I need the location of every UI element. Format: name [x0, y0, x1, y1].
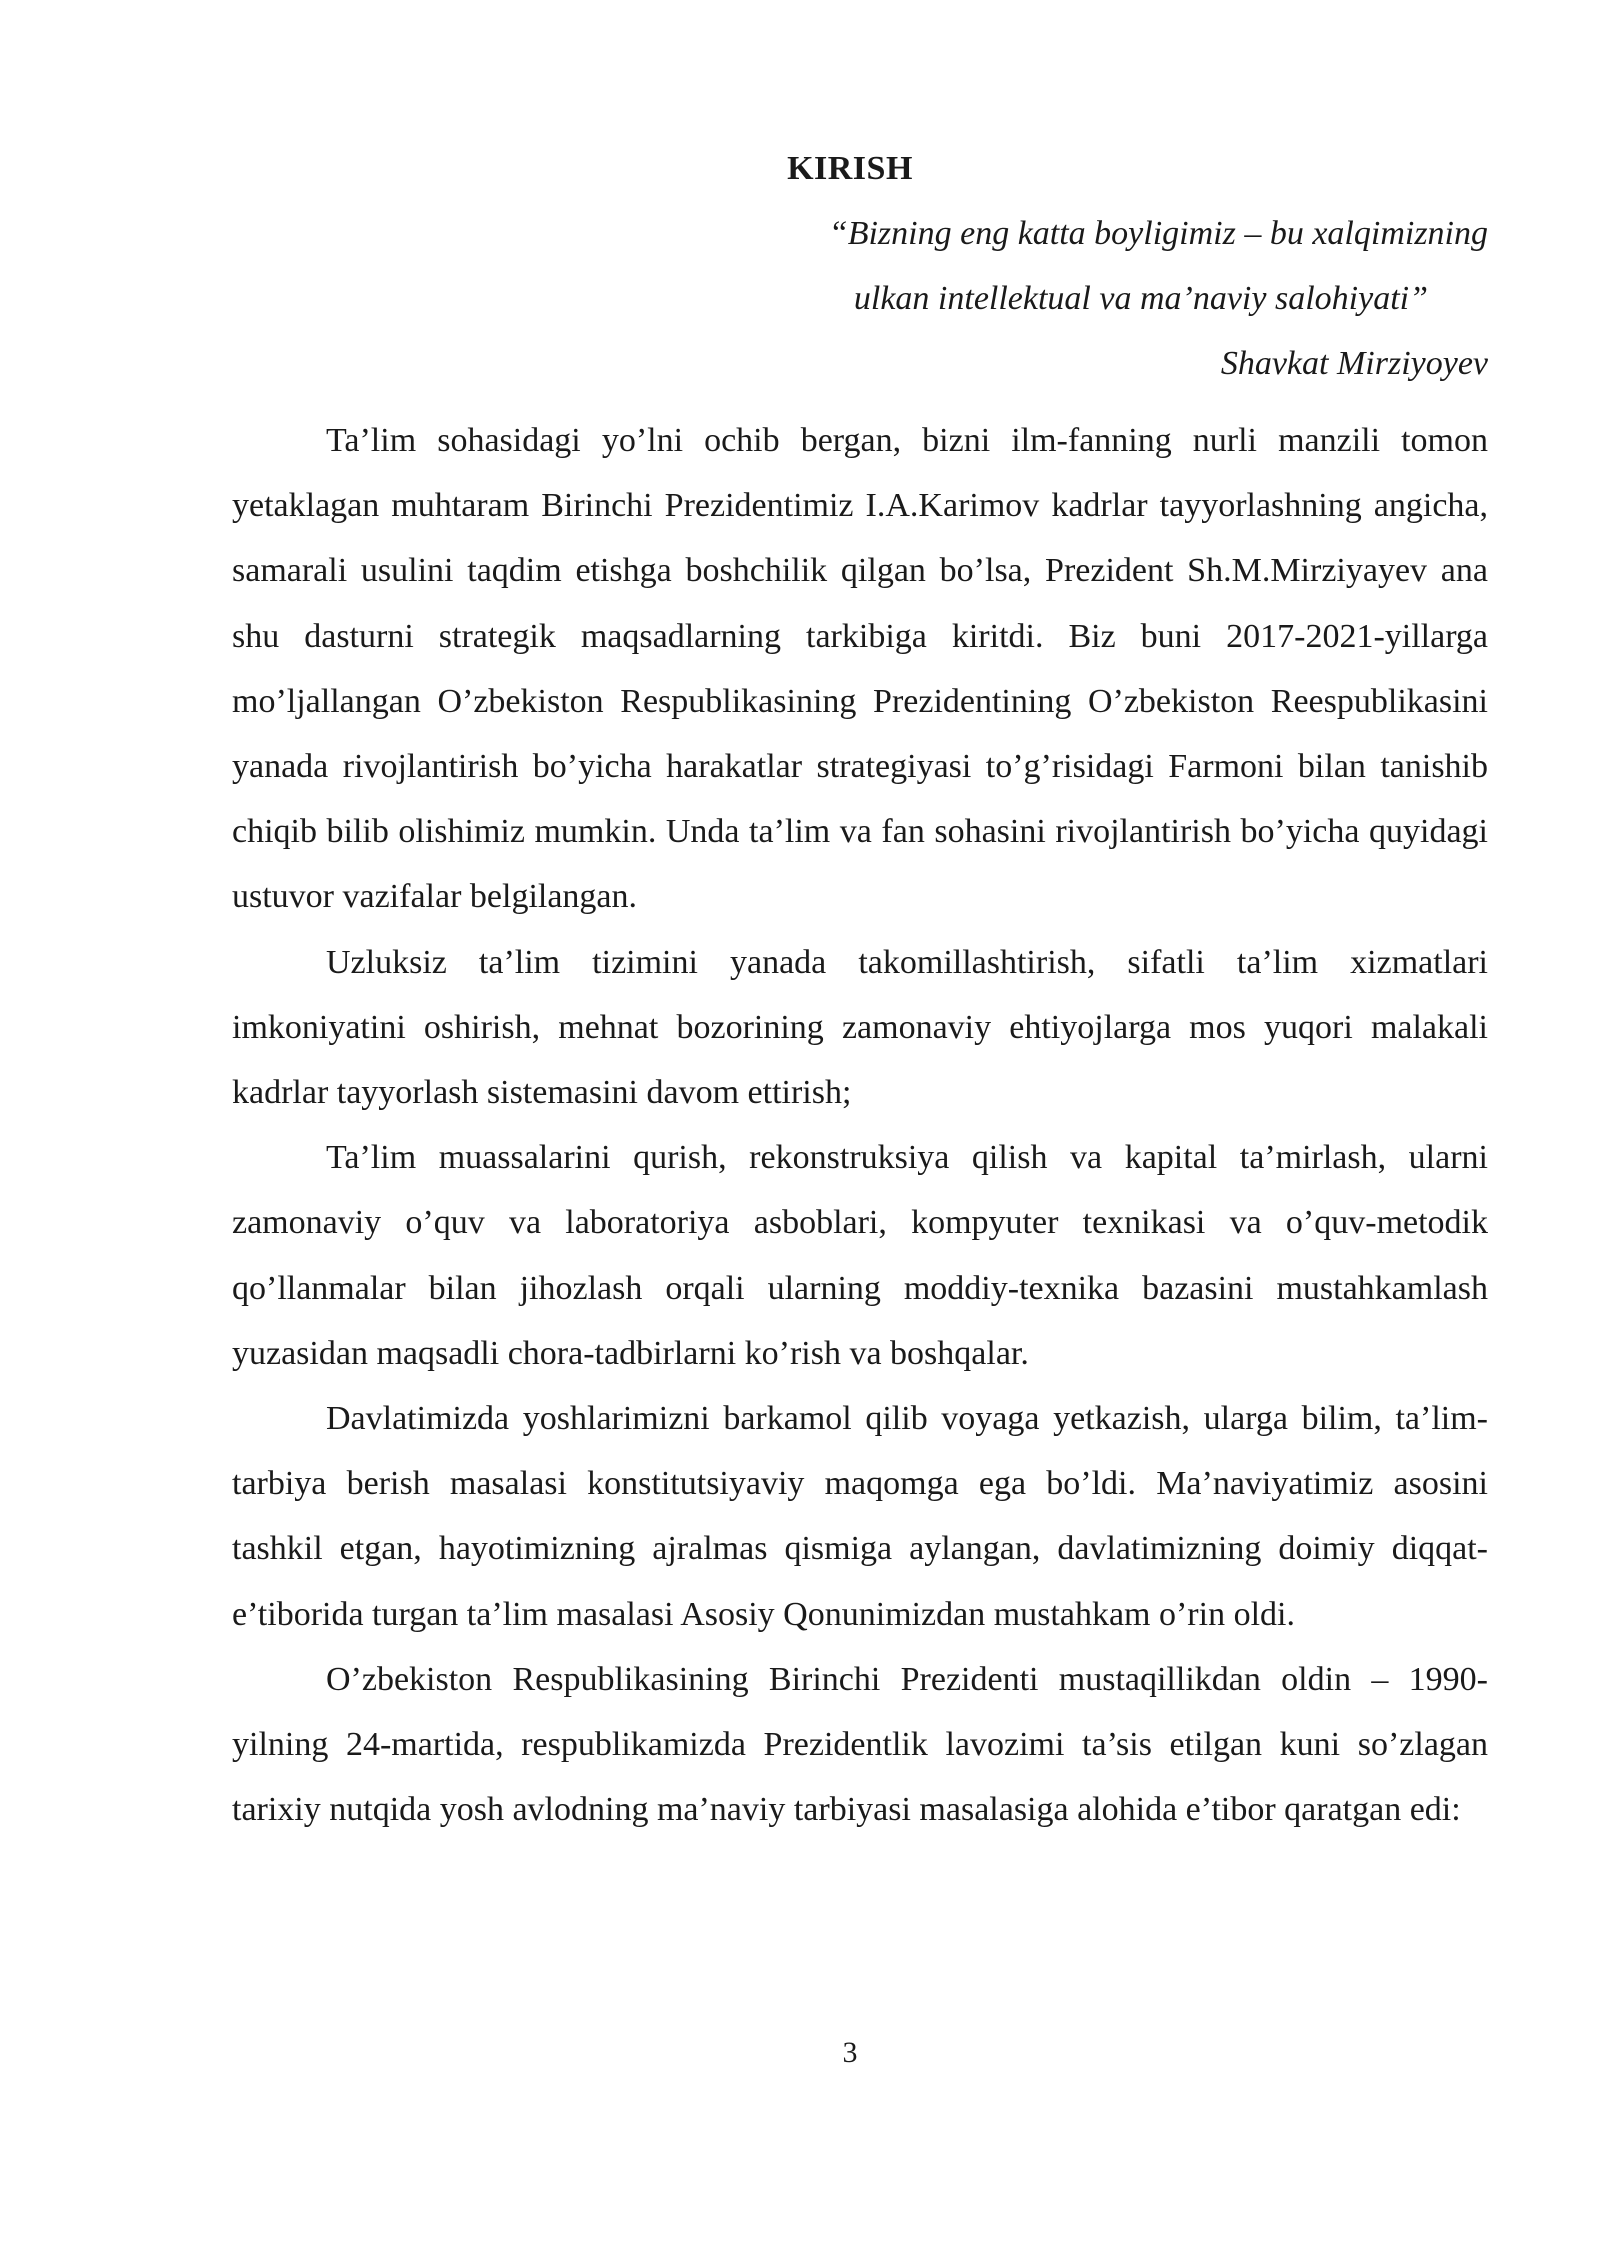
body-text — [232, 408, 1488, 1842]
paragraph: Davlatimizda yoshlarimizni barkamol qilib voyaga yetkazish, ularga bilim, ta’lim-tarbiya berish masalasi konstitutsiyaviy maqomga ega bo’ldi. Ma’naviyatimiz asosini tashkil etgan, hayotimizning ajralmas qismiga aylangan, davlatimizning doimiy diqqat-e’tiborida turgan ta’lim masalasi Asosiy Qonunimizdan mustahkam o’rin oldi. — [232, 1400, 1488, 1633]
epigraph-author: Shavkat Mirziyoyev — [1220, 345, 1488, 382]
section-heading: KIRISH — [787, 150, 913, 187]
epigraph-line-1: “Bizning eng katta boyligimiz – bu xalqimizning — [828, 215, 1488, 252]
paragraph: Ta’lim muassalarini qurish, rekonstruksiya qilish va kapital ta’mirlash, ularni zamonaviy o’quv va laboratoriya asboblari, kompyuter texnikasi va o’quv-metodik qo’llanmalar bilan jihozlash orqali ularning moddiy-texnika bazasini mustahkamlash yuzasidan maqsadli chora-tadbirlarni ko’rish va boshqalar. — [232, 1139, 1488, 1372]
paragraph: O’zbekiston Respublikasining Birinchi Prezidenti mustaqillikdan oldin – 1990-yilning 24-martida, respublikamizda Prezidentlik lavozimi ta’sis etilgan kuni so’zlagan tarixiy nutqida yosh avlodning ma’naviy tarbiyasi masalasiga alohida e’tibor qaratgan edi: — [232, 1660, 1488, 1829]
page-number: 3 — [842, 2036, 858, 2069]
epigraph-line-2: ulkan intellektual va ma’naviy salohiyati” — [853, 280, 1428, 317]
paragraph: Ta’lim sohasidagi yo’lni ochib bergan, bizni ilm-fanning nurli manzili tomon yetaklagan muhtaram Birinchi Prezidentimiz I.A.Karimov kadrlar tayyorlashning angicha, samarali usulini taqdim etishga boshchilik qilgan bo’lsa, Prezident Sh.M.Mirziyayev ana shu dasturni strategik maqsadlarning tarkibiga kiritdi. Biz buni 2017-2021-yillarga mo’ljallangan O’zbekiston Respublikasining Prezidentining O’zbekiston Reespublikasini yanada rivojlantirish bo’yicha harakatlar strategiyasi to’g’risidagi Farmoni bilan tanishib chiqib bilib olishimiz mumkin. Unda ta’lim va fan sohasini rivojlantirish bo’yicha quyidagi ustuvor vazifalar belgilangan. — [232, 422, 1488, 916]
paragraph: Uzluksiz ta’lim tizimini yanada takomillashtirish, sifatli ta’lim xizmatlari imkoniyatini oshirish, mehnat bozorining zamonaviy ehtiyojlarga mos yuqori malakali kadrlar tayyorlash sistemasini davom ettirish; — [232, 943, 1488, 1112]
